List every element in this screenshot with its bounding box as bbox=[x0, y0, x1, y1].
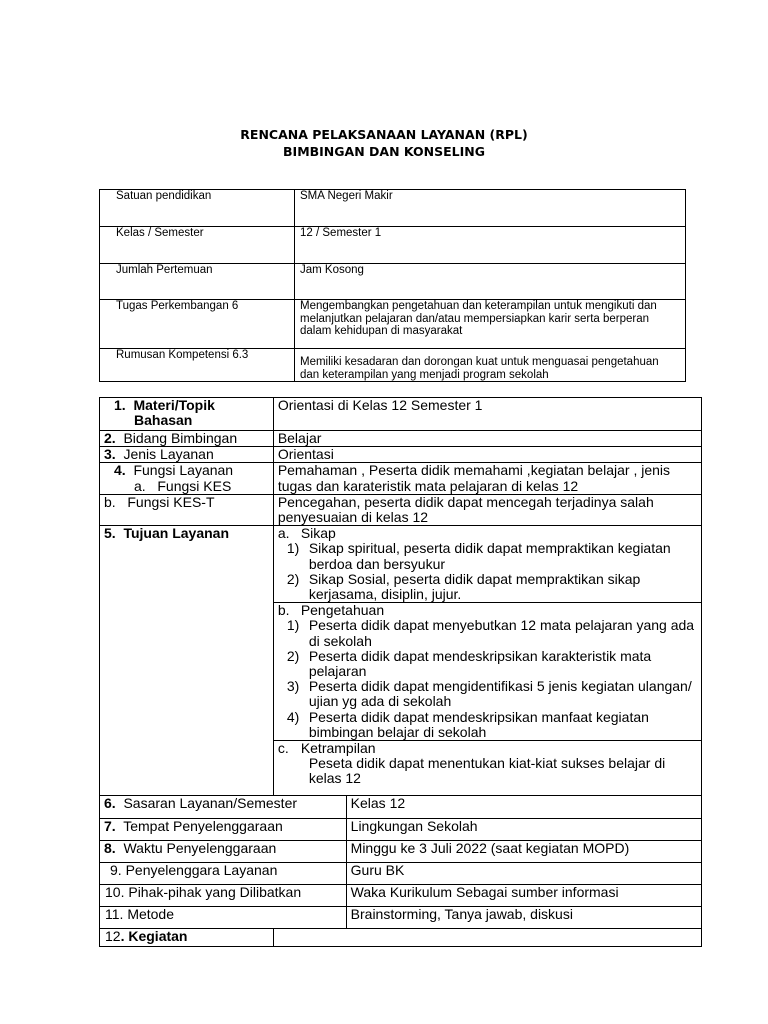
list-item: 1) Sikap spiritual, peserta didik dapat mempraktikan kegiatan berdoa dan bersyukur bbox=[286, 540, 671, 572]
pihak-value: Waka Kurikulum Sebagai sumber informasi bbox=[346, 885, 701, 907]
kes-label: Fungsi KES bbox=[157, 477, 232, 494]
jenis-row bbox=[100, 447, 702, 463]
list-item: 1) Peserta didik dapat menyebutkan 12 mata pelajaran yang ada di sekolah bbox=[286, 617, 695, 649]
info-value: Mengembangkan pengetahuan dan keterampilan untuk mengikuti dan melanjutkan pelajaran dan/atau mempersiapkan karir serta berperan dalam kehidupan di masyarakat bbox=[300, 300, 657, 337]
document-subtitle: BIMBINGAN DAN KONSELING bbox=[283, 144, 485, 159]
jenis-label: Jenis Layanan bbox=[123, 446, 214, 463]
materi-value: Orientasi di Kelas 12 Semester 1 bbox=[273, 398, 701, 431]
ketrampilan-text: Peseta didik dapat menentukan kiat-kiat sukses belajar di kelas 12 bbox=[308, 755, 666, 787]
row-number: 8. bbox=[104, 840, 116, 857]
row-number: 2. bbox=[104, 430, 116, 446]
fungsi-kest-row bbox=[100, 494, 702, 525]
bidang-row bbox=[100, 431, 702, 447]
tempat-value: Lingkungan Sekolah bbox=[346, 819, 701, 841]
metode-row bbox=[100, 907, 702, 929]
bidang-label: Bidang Bimbingan bbox=[123, 430, 238, 446]
sasaran-value: Kelas 12 bbox=[346, 796, 701, 819]
tujuan-sikap-row bbox=[100, 526, 702, 603]
info-row bbox=[100, 264, 686, 300]
list-item: 2) Peserta didik dapat mendeskripsikan karakteristik mata pelajaran bbox=[286, 647, 652, 680]
row-number: 12 bbox=[105, 928, 121, 945]
penyelenggara-label: 9. Penyelenggara Layanan bbox=[100, 863, 347, 885]
ketrampilan-heading: Ketrampilan bbox=[300, 740, 376, 757]
info-label: Jumlah Pertemuan bbox=[116, 264, 213, 276]
info-row bbox=[100, 349, 686, 382]
info-row bbox=[100, 300, 686, 349]
materi-row bbox=[100, 398, 702, 431]
kest-letter: b. bbox=[104, 493, 116, 510]
main-table bbox=[99, 397, 702, 947]
kegiatan-value bbox=[273, 929, 701, 947]
jenis-value: Orientasi bbox=[273, 447, 701, 463]
info-value: Memiliki kesadaran dan dorongan kuat untuk menguasai pengetahuan dan keterampilan yang menjadi program sekolah bbox=[300, 356, 659, 381]
info-table bbox=[99, 189, 686, 382]
list-item: 2) Sikap Sosial, peserta didik dapat mempraktikan sikap kerjasama, disiplin, jujur. bbox=[286, 570, 641, 603]
sasaran-label: Sasaran Layanan/Semester bbox=[123, 795, 298, 812]
penyelenggara-value: Guru BK bbox=[346, 863, 701, 885]
kest-value: Pencegahan, peserta didik dapat mencegah terjadinya salah penyesuaian di kelas 12 bbox=[273, 494, 701, 525]
row-number: 5. bbox=[104, 525, 116, 542]
waktu-value: Minggu ke 3 Juli 2022 (saat kegiatan MOPD) bbox=[346, 841, 701, 863]
info-row bbox=[100, 227, 686, 264]
info-label: Tugas Perkembangan 6 bbox=[116, 300, 239, 312]
materi-label: Materi/Topik bbox=[133, 397, 215, 413]
ketrampilan-letter: c. bbox=[277, 740, 289, 757]
info-value: 12 / Semester 1 bbox=[300, 227, 382, 239]
sikap-heading: Sikap bbox=[300, 525, 336, 542]
pengetahuan-letter: b. bbox=[277, 602, 290, 619]
info-label: Kelas / Semester bbox=[116, 227, 204, 239]
kegiatan-label: . Kegiatan bbox=[120, 928, 188, 945]
sasaran-row bbox=[100, 796, 702, 819]
row-number: 7. bbox=[104, 818, 116, 835]
info-value: Jam Kosong bbox=[300, 264, 364, 276]
waktu-row bbox=[100, 841, 702, 863]
row-number: 6. bbox=[104, 795, 116, 812]
tempat-row bbox=[100, 819, 702, 841]
metode-label: 11. Metode bbox=[100, 907, 347, 929]
kes-letter: a. bbox=[134, 477, 146, 494]
fungsi-label: Fungsi Layanan bbox=[133, 462, 234, 479]
pihak-label: 10. Pihak-pihak yang Dilibatkan bbox=[100, 885, 347, 907]
pengetahuan-heading: Pengetahuan bbox=[300, 602, 385, 619]
materi-label-line2: Bahasan bbox=[134, 412, 193, 429]
info-label: Rumusan Kompetensi 6.3 bbox=[116, 349, 249, 361]
info-value: SMA Negeri Makir bbox=[300, 190, 393, 202]
document-title: RENCANA PELAKSANAAN LAYANAN (RPL) bbox=[240, 127, 528, 142]
metode-value: Brainstorming, Tanya jawab, diskusi bbox=[346, 907, 701, 929]
bidang-value: Belajar bbox=[273, 431, 701, 447]
kes-value: Pemahaman , Peserta didik memahami ,kegiatan belajar , jenis tugas dan karateristik mata pelajaran di kelas 12 bbox=[273, 463, 701, 494]
pihak-row bbox=[100, 885, 702, 907]
row-number: 4. bbox=[114, 462, 126, 479]
fungsi-kes-row bbox=[100, 463, 702, 494]
sikap-letter: a. bbox=[277, 525, 290, 542]
list-item: 4) Peserta didik dapat mendeskripsikan manfaat kegiatan bimbingan belajar di sekolah bbox=[286, 708, 649, 740]
kest-label: Fungsi KES-T bbox=[127, 493, 215, 510]
tujuan-label: Tujuan Layanan bbox=[123, 525, 230, 542]
tempat-label: Tempat Penyelenggaraan bbox=[123, 818, 283, 835]
kegiatan-row bbox=[100, 929, 702, 947]
info-label: Satuan pendidikan bbox=[116, 190, 212, 202]
row-number: 1. bbox=[114, 397, 126, 413]
row-number: 3. bbox=[104, 446, 116, 463]
list-item: 3) Peserta didik dapat mengidentifikasi 5 jenis kegiatan ulangan/ ujian yg ada di sekolah bbox=[286, 678, 692, 710]
waktu-label: Waktu Penyelenggaraan bbox=[123, 840, 277, 857]
info-row bbox=[100, 190, 686, 227]
penyelenggara-row bbox=[100, 863, 702, 885]
